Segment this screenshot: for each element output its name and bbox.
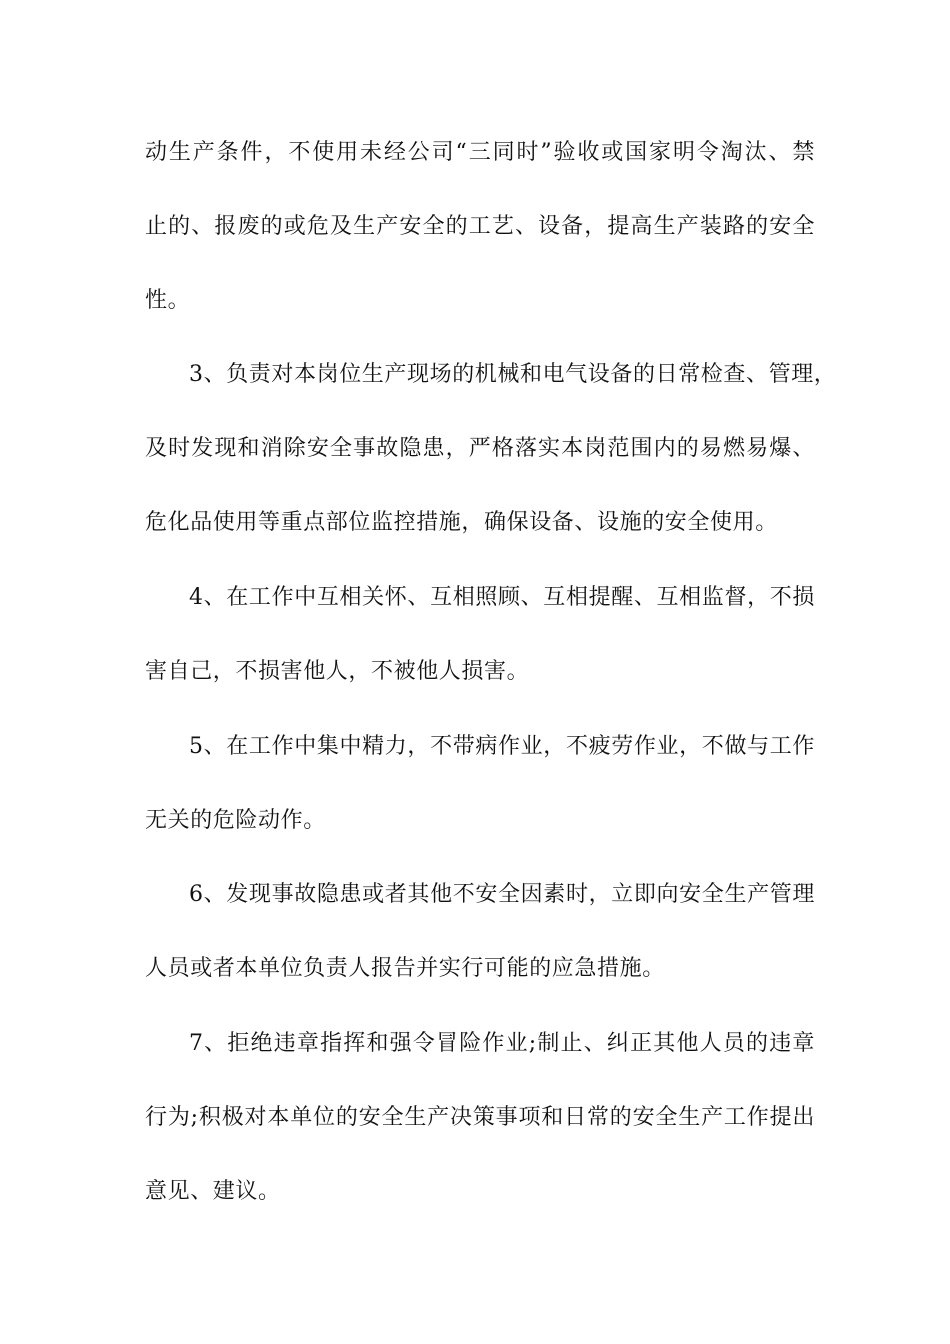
text-line: 无关的危险动作。	[145, 808, 326, 833]
text-line: 害自己，不损害他人，不被他人损害。	[145, 659, 530, 684]
text-line: 及时发现和消除安全事故隐患，严格落实本岗范围内的易燃易爆、	[145, 436, 815, 461]
text-line: 意见、建议。	[145, 1179, 281, 1204]
text-line: 行为;积极对本单位的安全生产决策事项和日常的安全生产工作提出	[145, 1105, 815, 1130]
text-line: 人员或者本单位负责人报告并实行可能的应急措施。	[145, 956, 665, 981]
text-line: 6、发现事故隐患或者其他不安全因素时，立即向安全生产管理	[189, 882, 815, 907]
text-line: 4、在工作中互相关怀、互相照顾、互相提醒、互相监督，不损	[189, 585, 815, 610]
text-line: 3、负责对本岗位生产现场的机械和电气设备的日常检查、管理，	[189, 362, 837, 387]
text-line: 5、在工作中集中精力，不带病作业，不疲劳作业，不做与工作	[189, 734, 815, 759]
text-line: 止的、报废的或危及生产安全的工艺、设备，提高生产装路的安全	[145, 214, 815, 239]
text-line: 7、拒绝违章指挥和强令冒险作业;制止、纠正其他人员的违章	[189, 1031, 815, 1056]
text-line: 动生产条件，不使用未经公司“三同时”验收或国家明令淘汰、禁	[145, 140, 815, 165]
text-line: 危化品使用等重点部位监控措施，确保设备、设施的安全使用。	[145, 510, 778, 535]
text-line: 性。	[145, 288, 191, 313]
